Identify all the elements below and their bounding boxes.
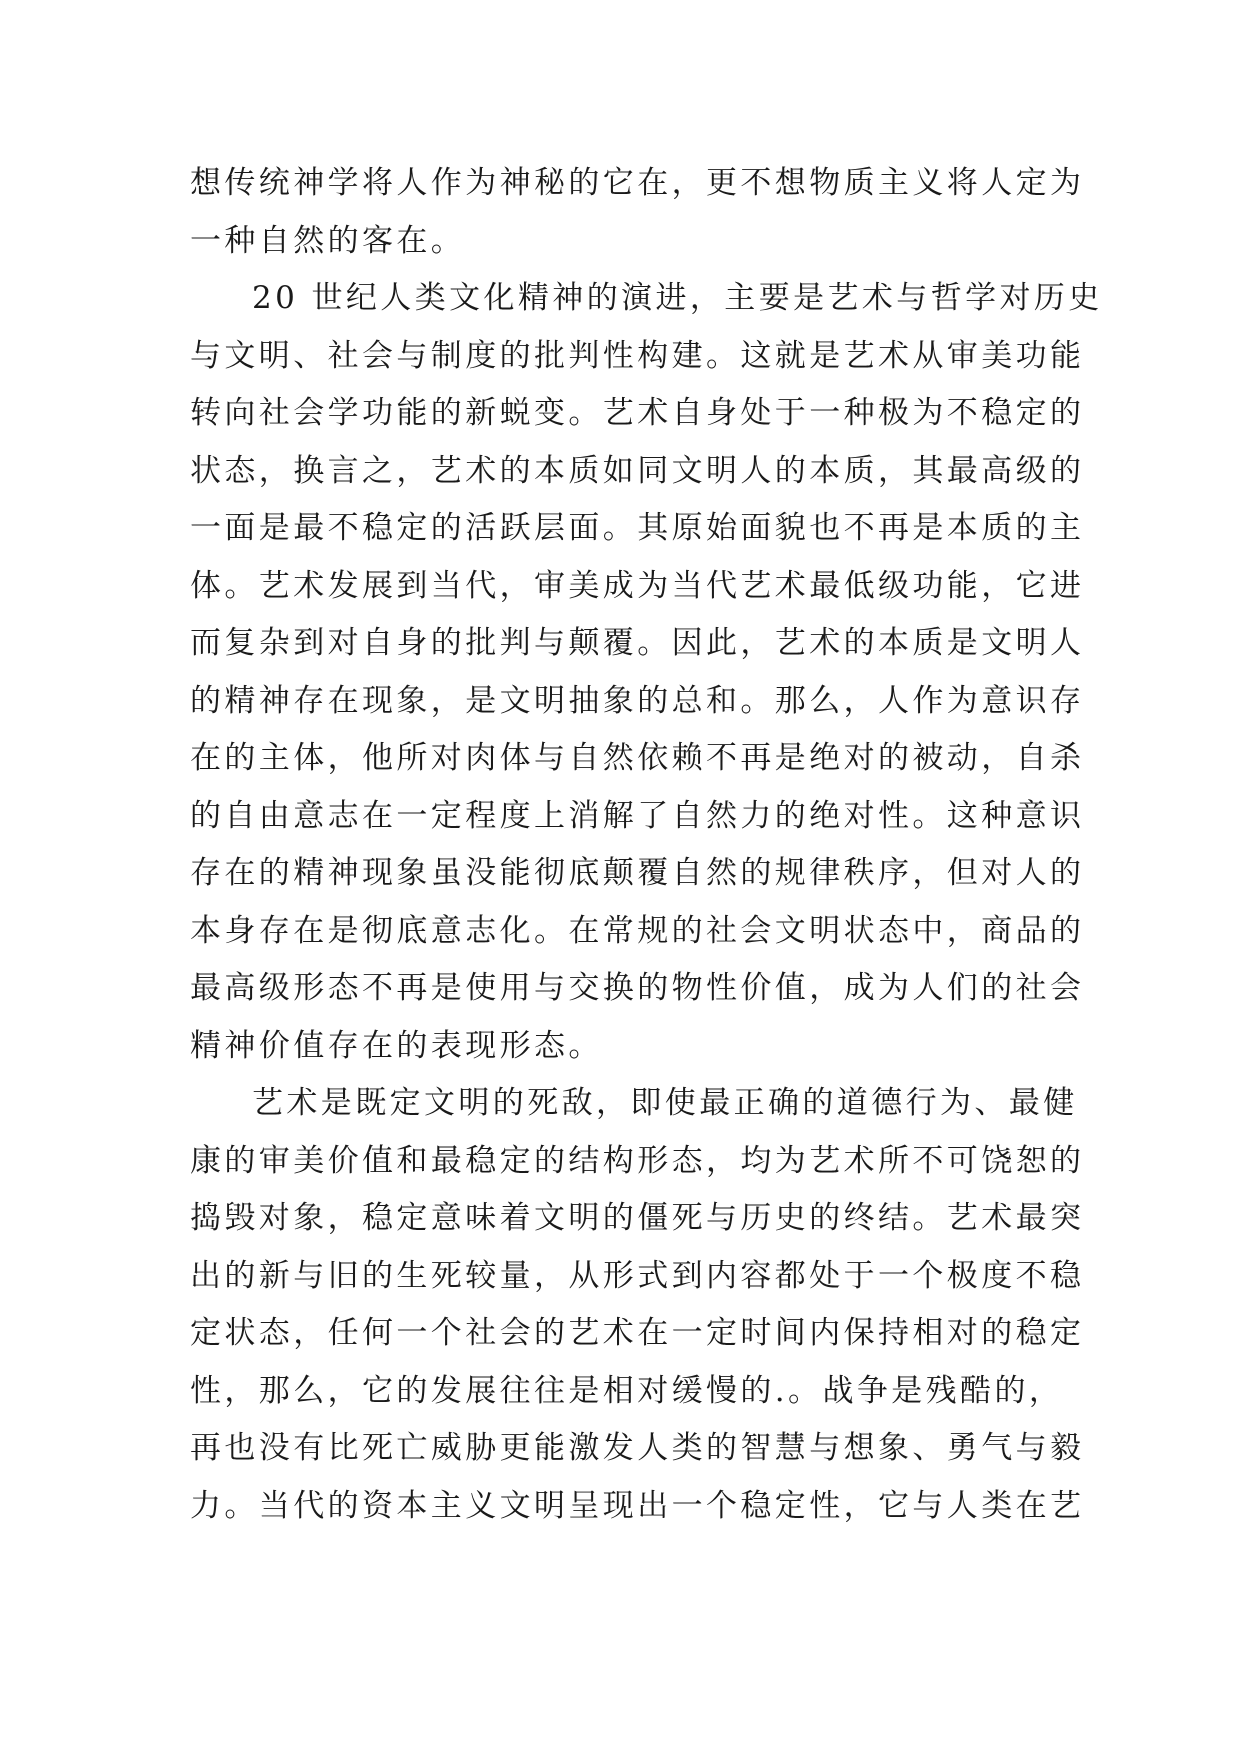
text-line: 一种自然的客在。	[190, 222, 466, 259]
text-line: 在的主体，他所对肉体与自然依赖不再是绝对的被动，自杀	[190, 740, 1085, 776]
text-line: 与文明、社会与制度的批判性构建。这就是艺术从审美功能	[190, 337, 1085, 374]
text-line: 本身存在是彻底意志化。在常规的社会文明状态中，商品的	[190, 912, 1085, 949]
text-line: 20 世纪人类文化精神的演进，主要是艺术与哲学对历史	[252, 280, 1103, 316]
text-line: 状态，换言之，艺术的本质如同文明人的本质，其最高级的	[190, 452, 1085, 489]
text-line: 性，那么，它的发展往往是相对缓慢的.。战争是残酷的，	[190, 1372, 1064, 1409]
text-line: 出的新与旧的生死较量，从形式到内容都处于一个极度不稳	[190, 1257, 1085, 1294]
body-text	[190, 155, 1103, 1535]
text-line: 的自由意志在一定程度上消解了自然力的绝对性。这种意识	[190, 797, 1085, 834]
text-line: 艺术是既定文明的死敌，即使最正确的道德行为、最健	[252, 1085, 1078, 1121]
text-line: 的精神存在现象，是文明抽象的总和。那么，人作为意识存	[190, 682, 1085, 719]
text-line: 康的审美价值和最稳定的结构形态，均为艺术所不可饶恕的	[190, 1142, 1085, 1179]
text-line: 再也没有比死亡威胁更能激发人类的智慧与想象、勇气与毅	[190, 1430, 1085, 1466]
text-line: 想传统神学将人作为神秘的它在，更不想物质主义将人定为	[190, 165, 1085, 201]
text-line: 最高级形态不再是使用与交换的物性价值，成为人们的社会	[190, 970, 1085, 1006]
text-line: 体。艺术发展到当代，审美成为当代艺术最低级功能，它进	[190, 567, 1085, 604]
text-line: 力。当代的资本主义文明呈现出一个稳定性，它与人类在艺	[190, 1487, 1085, 1524]
text-line: 定状态，任何一个社会的艺术在一定时间内保持相对的稳定	[190, 1315, 1085, 1351]
text-line: 一面是最不稳定的活跃层面。其原始面貌也不再是本质的主	[190, 510, 1085, 546]
text-line: 转向社会学功能的新蜕变。艺术自身处于一种极为不稳定的	[190, 395, 1085, 431]
text-line: 捣毁对象，稳定意味着文明的僵死与历史的终结。艺术最突	[190, 1200, 1085, 1236]
text-line: 精神价值存在的表现形态。	[190, 1027, 603, 1064]
text-line: 而复杂到对自身的批判与颠覆。因此，艺术的本质是文明人	[190, 625, 1085, 661]
text-line: 存在的精神现象虽没能彻底颠覆自然的规律秩序，但对人的	[190, 855, 1085, 891]
